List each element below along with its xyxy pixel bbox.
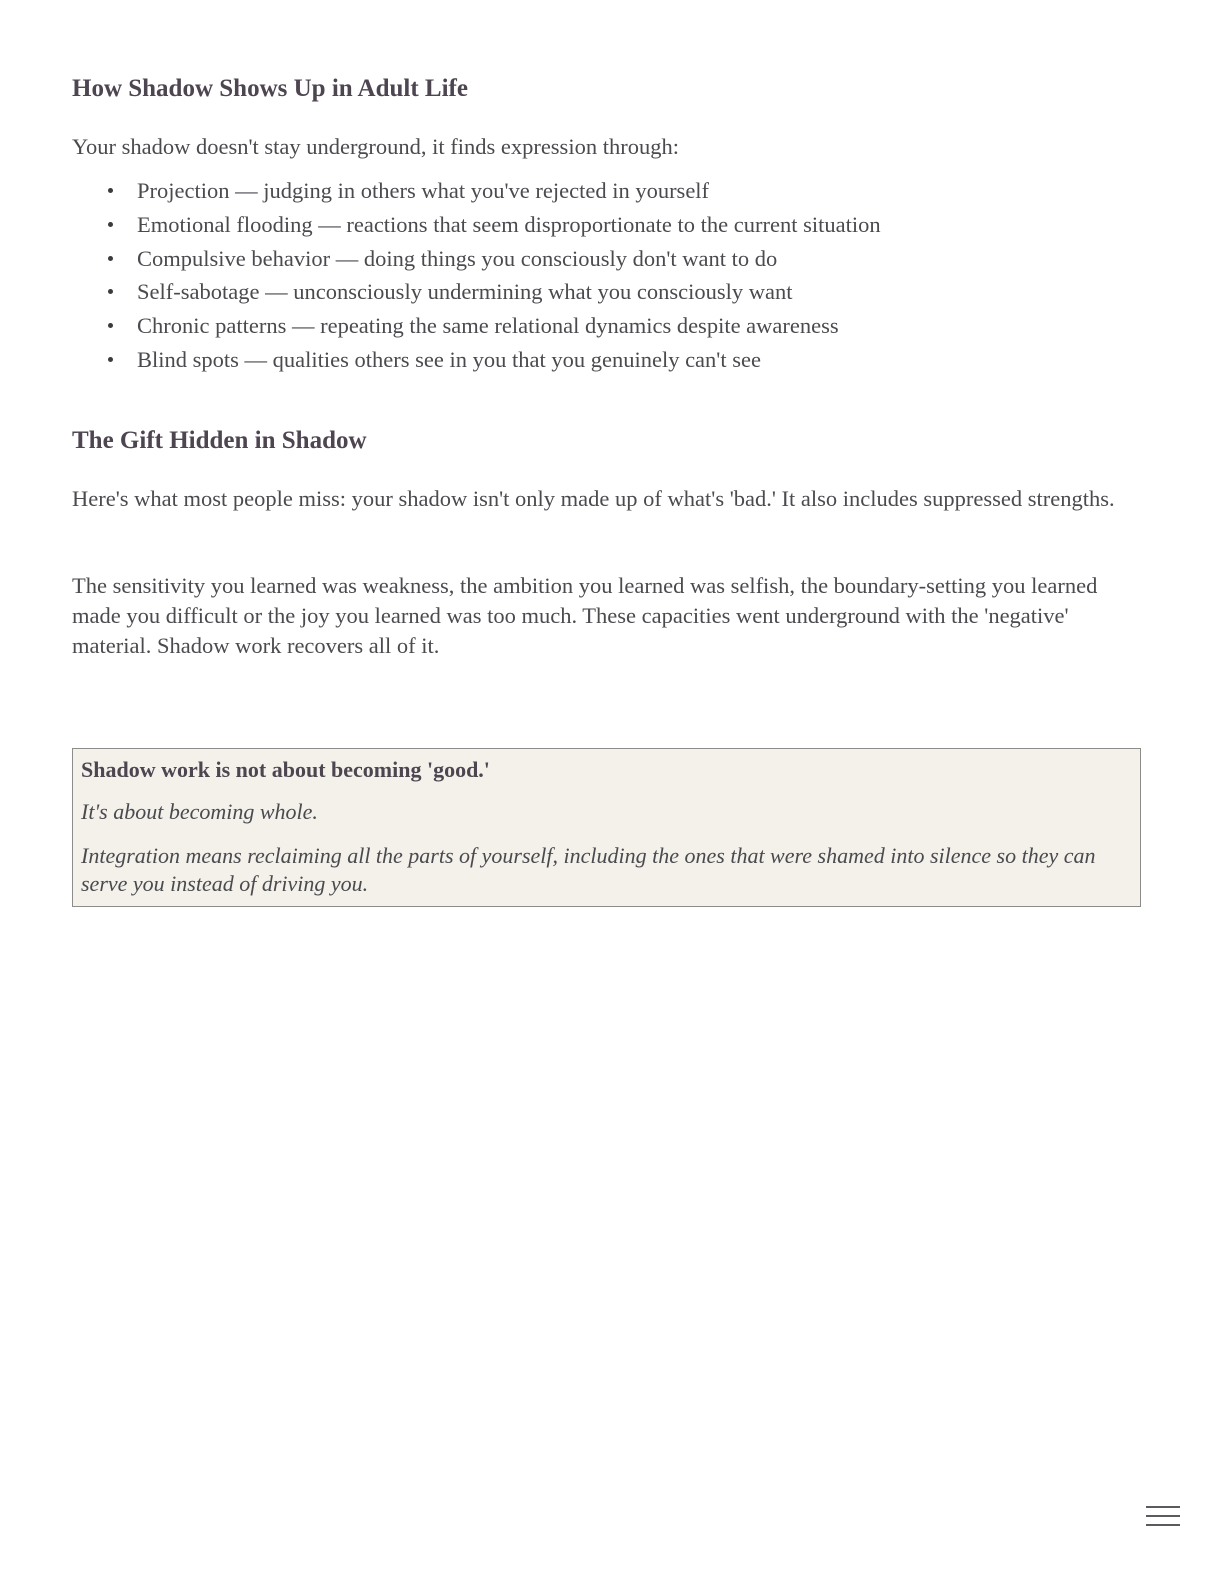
section-heading-gift-hidden: The Gift Hidden in Shadow: [72, 427, 367, 454]
list-item: Projection — judging in others what you've rejected in yourself: [72, 174, 881, 208]
menu-line: [1146, 1515, 1180, 1517]
menu-line: [1146, 1524, 1180, 1526]
list-item: Blind spots — qualities others see in you that you genuinely can't see: [72, 343, 881, 377]
callout-box: [72, 748, 1141, 907]
paragraph-capacities: The sensitivity you learned was weakness, the ambition you learned was selfish, the boundary-setting you learned made you difficult or the joy you learned was too much. These capacities went underground with the 'negative' material. Shadow work recovers all of it.: [72, 573, 1098, 658]
callout-title: Shadow work is not about becoming 'good.': [81, 757, 490, 782]
list-item: Chronic patterns — repeating the same relational dynamics despite awareness: [72, 309, 881, 343]
section-heading-shadow-adult-life: How Shadow Shows Up in Adult Life: [72, 75, 468, 102]
hamburger-menu-icon[interactable]: [1146, 1504, 1182, 1528]
list-item: Emotional flooding — reactions that seem disproportionate to the current situation: [72, 208, 881, 242]
menu-line: [1146, 1506, 1180, 1508]
section-intro: Your shadow doesn't stay underground, it finds expression through:: [72, 134, 679, 159]
list-item: Compulsive behavior — doing things you consciously don't want to do: [72, 242, 881, 276]
callout-body: Integration means reclaiming all the parts of yourself, including the ones that were shamed into silence so they can serve you instead of driving you.: [81, 843, 1096, 896]
callout-emphasis: It's about becoming whole.: [81, 799, 318, 824]
expression-list: [72, 174, 881, 377]
list-item: Self-sabotage — unconsciously undermining what you consciously want: [72, 275, 881, 309]
paragraph-suppressed-strengths: Here's what most people miss: your shadow isn't only made up of what's 'bad.' It also includes suppressed strengths.: [72, 486, 1115, 511]
